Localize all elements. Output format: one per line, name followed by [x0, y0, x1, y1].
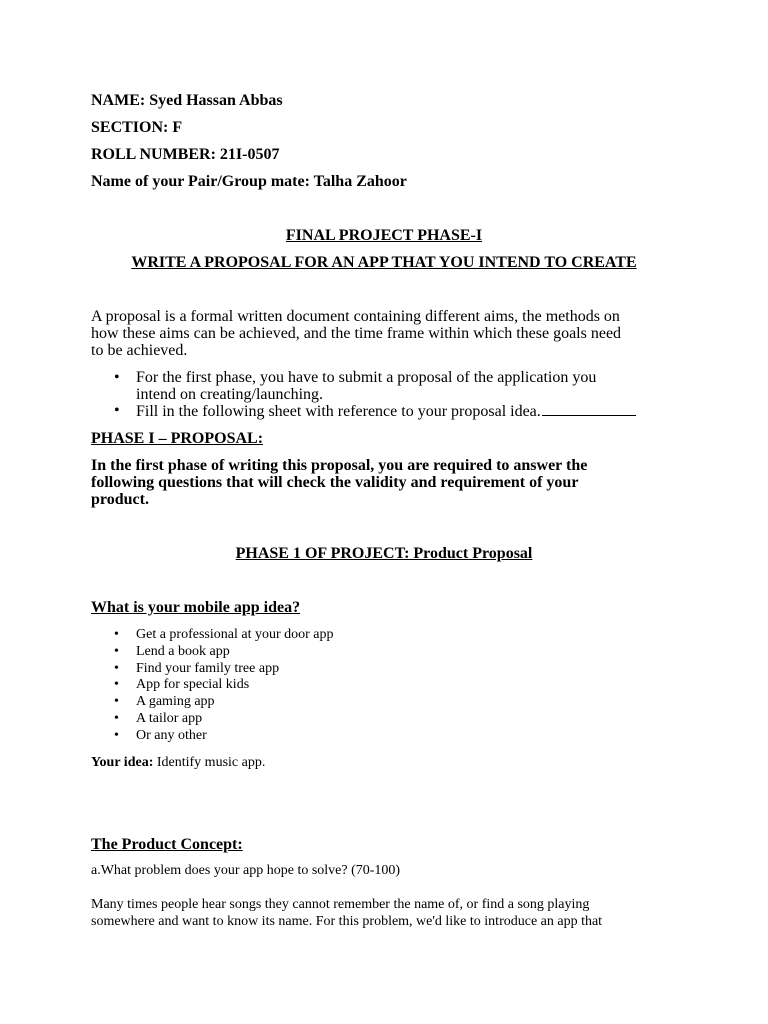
bullet-icon: •	[114, 627, 119, 642]
idea-option-item	[0, 694, 768, 711]
your-idea-label: Your idea:	[91, 755, 154, 770]
phase-text-line-3: product.	[91, 491, 149, 508]
main-title: FINAL PROJECT PHASE-I	[285, 227, 483, 244]
intro-line-2: how these aims can be achieved, and the time frame within which these goals need	[91, 325, 622, 342]
student-section: SECTION: F	[91, 119, 183, 136]
bullet-icon: •	[114, 727, 119, 743]
idea-question: What is your mobile app idea?	[91, 599, 301, 616]
instruction-text: intend on creating/launching.	[136, 385, 324, 403]
bullet-icon: •	[114, 643, 119, 659]
bullet-icon: •	[114, 660, 119, 676]
bullet-icon: •	[114, 677, 119, 693]
idea-option-item	[0, 677, 768, 694]
intro-line-1: A proposal is a formal written document containing different aims, the methods on	[91, 308, 620, 325]
idea-option-text: Or any other	[136, 727, 207, 743]
idea-option-text: Find your family tree app	[136, 660, 280, 676]
instruction-item	[0, 403, 768, 421]
phase-heading: PHASE I – PROPOSAL:	[91, 430, 264, 447]
idea-option-text: Lend a book app	[136, 643, 230, 659]
idea-option-item	[0, 711, 768, 728]
idea-option-text: A tailor app	[136, 710, 203, 726]
idea-option-item	[0, 627, 768, 644]
instruction-item	[0, 370, 768, 387]
fill-in-blank	[542, 403, 636, 416]
idea-option-text: App for special kids	[136, 677, 250, 693]
your-idea-value: Identify music app.	[153, 755, 266, 770]
phase-text-line-1: In the first phase of writing this proposal, you are required to answer the	[91, 457, 588, 474]
bullet-icon: •	[114, 710, 119, 726]
idea-option-text: A gaming app	[136, 694, 215, 710]
idea-option-item	[0, 728, 768, 745]
student-roll-number: ROLL NUMBER: 21I-0507	[91, 146, 280, 163]
concept-heading: The Product Concept:	[91, 836, 243, 853]
idea-option-item	[0, 644, 768, 661]
intro-line-3: to be achieved.	[91, 342, 188, 359]
instruction-text: For the first phase, you have to submit a proposal of the application you	[136, 369, 597, 386]
answer-a-line-2: somewhere and want to know its name. For this problem, we'd like to introduce an app that	[91, 914, 603, 929]
idea-option-text: Get a professional at your door app	[136, 627, 334, 642]
question-a: a.What problem does your app hope to solve? (70-100)	[91, 863, 401, 878]
student-name: NAME: Syed Hassan Abbas	[91, 92, 283, 109]
bullet-icon: •	[114, 402, 120, 419]
instruction-item-continued	[0, 387, 768, 404]
sub-title: WRITE A PROPOSAL FOR AN APP THAT YOU INTEND TO CREATE	[131, 254, 637, 271]
bullet-icon: •	[114, 369, 120, 386]
bullet-icon: •	[114, 694, 119, 710]
idea-options-list	[0, 627, 768, 745]
your-idea	[91, 755, 265, 772]
instruction-text: Fill in the following sheet with reference to your proposal idea.	[136, 403, 541, 420]
phase-text-line-2: following questions that will check the validity and requirement of your	[91, 474, 579, 491]
answer-a-line-1: Many times people hear songs they cannot remember the name of, or find a song playing	[91, 897, 590, 912]
idea-option-item	[0, 661, 768, 678]
project-heading: PHASE 1 OF PROJECT: Product Proposal	[235, 545, 533, 562]
instructions-list	[0, 370, 768, 421]
group-mate-name: Name of your Pair/Group mate: Talha Zahoor	[91, 173, 407, 190]
